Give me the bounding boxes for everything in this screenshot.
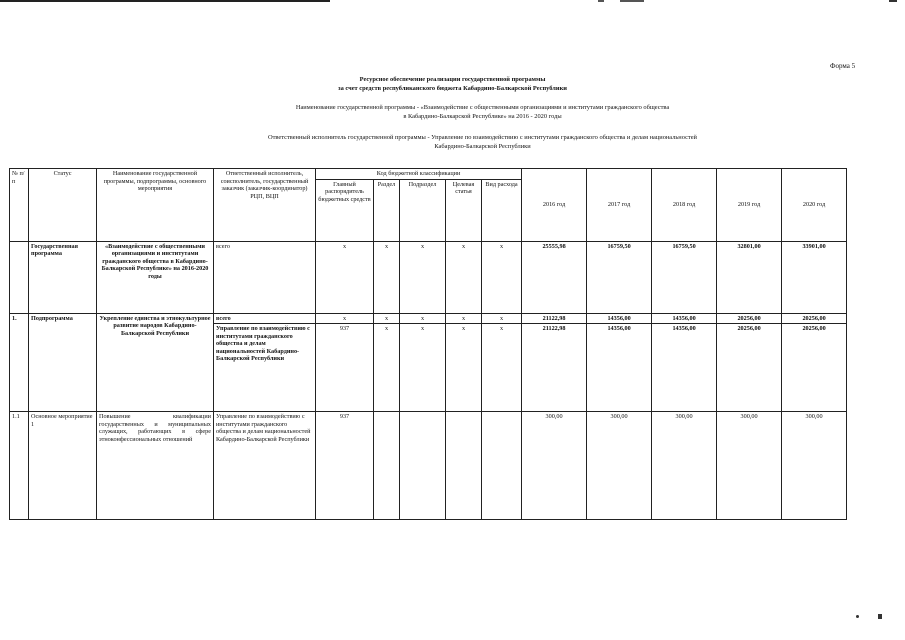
scan-speck xyxy=(878,614,882,619)
cell-section xyxy=(374,412,400,520)
header-2019: 2019 год xyxy=(717,169,782,242)
cell-expense: х xyxy=(482,324,522,412)
header-expense: Вид расхода xyxy=(482,179,522,241)
cell-2019: 20256,00 xyxy=(717,324,782,412)
executor-line-2: Кабардино-Балкарской Республики xyxy=(434,143,531,150)
cell-target: х xyxy=(446,241,482,313)
header-2017: 2017 год xyxy=(587,169,652,242)
cell-target xyxy=(446,412,482,520)
form-label: Форма 5 xyxy=(830,62,856,70)
header-num: № п/п xyxy=(10,169,29,242)
cell-grbs: 937 xyxy=(316,324,374,412)
cell-section: х xyxy=(374,313,400,324)
program-name-line-1: Наименование государственной программы - «Взаимодействие с общественными организациями и институтами гражданского общества xyxy=(295,104,670,111)
cell-expense xyxy=(482,412,522,520)
scan-mark xyxy=(620,0,644,2)
scan-mark xyxy=(598,0,604,2)
title-line-2: за счет средств республиканского бюджета Кабардино-Балкарской Республики xyxy=(338,85,567,92)
resource-table xyxy=(9,168,847,520)
cell-target: х xyxy=(446,324,482,412)
cell-executor: Управление по взаимодействию с институтами гражданского общества и делам национальностей Кабардино-Балкарской Республики xyxy=(214,412,316,520)
scan-edge-line xyxy=(0,0,330,2)
cell-2017: 300,00 xyxy=(587,412,652,520)
cell-status: Основное мероприятие 1 xyxy=(29,412,97,520)
cell-2016: 21122,98 xyxy=(522,324,587,412)
cell-2016: 300,00 xyxy=(522,412,587,520)
cell-grbs: х xyxy=(316,241,374,313)
cell-name: Укрепление единства и этнокультурное развитие народов Кабардино-Балкарской Республики xyxy=(97,313,214,412)
cell-2020: 20256,00 xyxy=(782,324,847,412)
scan-speck xyxy=(856,615,859,618)
cell-2019: 20256,00 xyxy=(717,313,782,324)
cell-num: 1.1 xyxy=(10,412,29,520)
cell-name: «Взаимодействие с общественными организациями и институтами гражданского общества в Кабардино-Балкарской Республике» на 2016-2020 годы xyxy=(97,241,214,313)
cell-target: х xyxy=(446,313,482,324)
cell-section: х xyxy=(374,324,400,412)
cell-2018: 14356,00 xyxy=(652,324,717,412)
cell-executor: всего xyxy=(214,313,316,324)
cell-2019: 32801,00 xyxy=(717,241,782,313)
cell-executor: всего xyxy=(214,241,316,313)
cell-subsection: х xyxy=(400,324,446,412)
document-title xyxy=(0,75,905,93)
cell-status: Подпрограмма xyxy=(29,313,97,412)
table-row xyxy=(10,313,847,324)
cell-2017: 14356,00 xyxy=(587,313,652,324)
cell-2016: 25555,98 xyxy=(522,241,587,313)
cell-expense: х xyxy=(482,313,522,324)
cell-name: Повышение квалификации государственных и муниципальных служащих, работающих в сфере этноконфессиональных отношений xyxy=(97,412,214,520)
header-target: Целевая статья xyxy=(446,179,482,241)
cell-2018: 16759,50 xyxy=(652,241,717,313)
cell-status: Государственная программа xyxy=(29,241,97,313)
cell-grbs: 937 xyxy=(316,412,374,520)
cell-2017: 14356,00 xyxy=(587,324,652,412)
cell-num xyxy=(10,241,29,313)
program-name-line-2: в Кабардино-Балкарской Республике» на 2016 - 2020 годы xyxy=(403,113,562,120)
cell-2017: 16759,50 xyxy=(587,241,652,313)
program-name xyxy=(30,103,905,121)
header-row-1 xyxy=(10,169,847,180)
cell-2018: 300,00 xyxy=(652,412,717,520)
header-2020: 2020 год xyxy=(782,169,847,242)
header-2018: 2018 год xyxy=(652,169,717,242)
cell-2020: 20256,00 xyxy=(782,313,847,324)
cell-2020: 33901,00 xyxy=(782,241,847,313)
header-section: Раздел xyxy=(374,179,400,241)
cell-executor: Управление по взаимодействию с институтами гражданского общества и делам национальностей Кабардино-Балкарской Республики xyxy=(214,324,316,412)
header-2016: 2016 год xyxy=(522,169,587,242)
cell-2016: 21122,98 xyxy=(522,313,587,324)
cell-subsection xyxy=(400,412,446,520)
header-status: Статус xyxy=(29,169,97,242)
scan-mark xyxy=(889,0,897,2)
table-row xyxy=(10,241,847,313)
header-subsection: Подраздел xyxy=(400,179,446,241)
cell-subsection: х xyxy=(400,313,446,324)
cell-subsection: х xyxy=(400,241,446,313)
title-line-1: Ресурсное обеспечение реализации государственной программы xyxy=(359,76,546,83)
cell-expense: х xyxy=(482,241,522,313)
header-grbs: Главный распорядитель бюджетных средств xyxy=(316,179,374,241)
header-name: Наименование государственной программы, подпрограммы, основного мероприятия xyxy=(97,169,214,242)
cell-num: 1. xyxy=(10,313,29,412)
cell-grbs: х xyxy=(316,313,374,324)
cell-2018: 14356,00 xyxy=(652,313,717,324)
executor-line-1: Ответственный исполнитель государственной программы - Управление по взаимодействию с институтами гражданского общества и делам национальностей xyxy=(268,134,697,141)
header-executor: Ответственный исполнитель, соисполнитель, государственный заказчик (заказчик-координатор) РЦП, ВЦП xyxy=(214,169,316,242)
cell-section: х xyxy=(374,241,400,313)
responsible-executor xyxy=(30,133,905,151)
header-budget-code: Код бюджетной классификации xyxy=(316,169,522,180)
cell-2019: 300,00 xyxy=(717,412,782,520)
table-row xyxy=(10,412,847,520)
cell-2020: 300,00 xyxy=(782,412,847,520)
